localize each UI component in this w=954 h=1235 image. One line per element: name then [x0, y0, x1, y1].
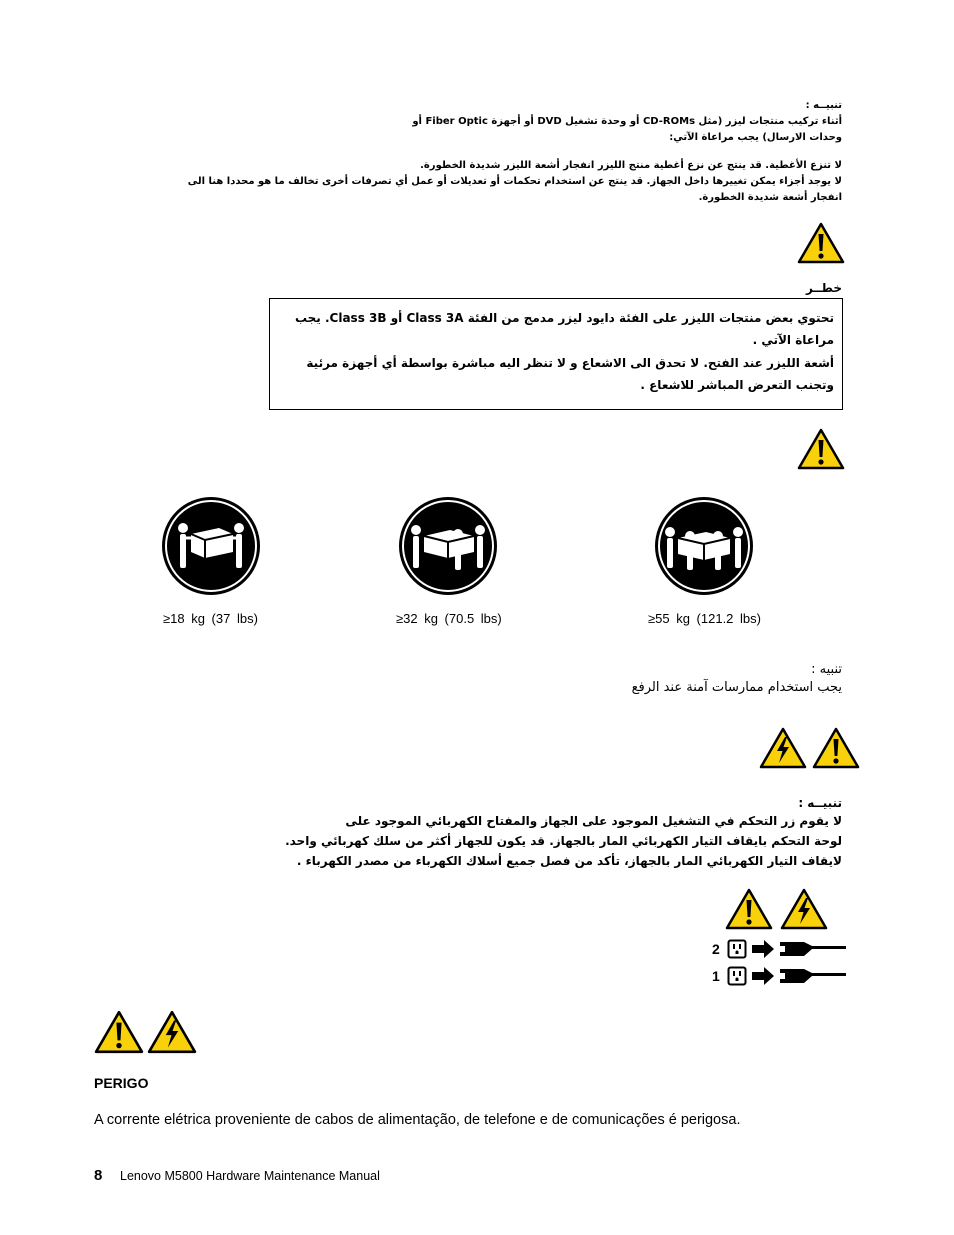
- laser-note-3: انفجار أشعة شديدة الخطورة.: [698, 192, 842, 203]
- warning-exclamation-icon: [797, 222, 845, 264]
- laser-caution-line-1: أثناء تركيب منتجات ليزر (مثل CD-ROMs أو وحدة تشغيل DVD أو أجهزة Fiber Optic أو: [412, 116, 842, 127]
- danger-box-line-4: وتجنب التعرض المباشر للاشعاع .: [640, 378, 834, 392]
- power-caution-line-3: لايقاف التيار الكهربائي المار بالجهاز، تأكد من فصل جميع أسلاك الكهرباء من مصدر الكهرباء .: [296, 854, 842, 868]
- outlet-icon: [727, 966, 747, 986]
- power-caution-line-2: لوحة التحكم بايقاف التيار الكهربائي المار بالجهاز. قد يكون للجهاز أكثر من سلك كهربائي واحد.: [285, 834, 842, 848]
- lifting-icon-three-person: [398, 496, 498, 596]
- warning-exclamation-icon: [797, 428, 845, 470]
- outlet-icon: [727, 939, 747, 959]
- power-caution-line-1: لا يقوم زر التحكم في التشغيل الموجود على الجهاز والمفتاح الكهربائي الموجود على: [345, 814, 842, 828]
- danger-box-line-2: مراعاة الآتي .: [752, 333, 834, 347]
- lifting-icon-four-person: [654, 496, 754, 596]
- outlet-number-1: 1: [712, 968, 720, 984]
- laser-danger-box: [269, 298, 843, 410]
- weight-caption-32kg: ≥32 kg (70.5 lbs): [396, 611, 502, 626]
- warning-exclamation-icon: [725, 888, 773, 930]
- perigo-title: PERIGO: [94, 1075, 149, 1091]
- power-plug-icon: [750, 939, 846, 959]
- danger-box-line-1: تحتوي بعض منتجات الليزر على الفئة دايود ليزر مدمج من الفئة Class 3A أو Class 3B. يجب: [294, 311, 834, 325]
- electrical-hazard-icon: [780, 888, 828, 930]
- power-caution-label: تنبيــه :: [798, 796, 842, 810]
- electrical-hazard-icon: [147, 1010, 197, 1054]
- warning-exclamation-icon: [94, 1010, 144, 1054]
- laser-note-2: لا يوجد أجزاء يمكن تغييرها داخل الجهاز. قد ينتج عن استخدام تحكمات أو تعديلات أو عمل أي تصرفات أخرى تخالف ما هو محددا هنا الى: [187, 176, 842, 187]
- power-plug-icon: [750, 966, 846, 986]
- weight-caption-18kg: ≥18 kg (37 lbs): [163, 611, 258, 626]
- lifting-caution-text: يجب استخدام ممارسات آمنة عند الرفع: [631, 680, 842, 695]
- perigo-text: A corrente elétrica proveniente de cabos de alimentação, de telefone e de comunicações é perigosa.: [94, 1112, 741, 1128]
- lifting-caution-label: تنبيه :: [811, 662, 842, 677]
- page-number: 8: [94, 1167, 103, 1184]
- warning-exclamation-icon: [812, 727, 860, 769]
- danger-label: خطــر: [805, 281, 842, 295]
- electrical-hazard-icon: [759, 727, 807, 769]
- lifting-icon-two-person: [161, 496, 261, 596]
- danger-box-line-3: أشعة الليزر عند الفتح. لا تحدق الى الاشعاع و لا تنظر اليه مباشرة بواسطة أي أجهزة مرئية: [306, 356, 834, 370]
- manual-title: Lenovo M5800 Hardware Maintenance Manual: [120, 1169, 380, 1183]
- laser-caution-label: تنبيــه :: [805, 100, 842, 111]
- laser-caution-line-2: وحدات الارسال) يجب مراعاة الآتي:: [669, 132, 842, 143]
- outlet-number-2: 2: [712, 941, 720, 957]
- laser-note-1: لا تنزع الأغطية. قد ينتج عن نزع أغطية منتج الليزر انفجار أشعة الليزر شديدة الخطورة.: [420, 160, 842, 171]
- weight-caption-55kg: ≥55 kg (121.2 lbs): [648, 611, 761, 626]
